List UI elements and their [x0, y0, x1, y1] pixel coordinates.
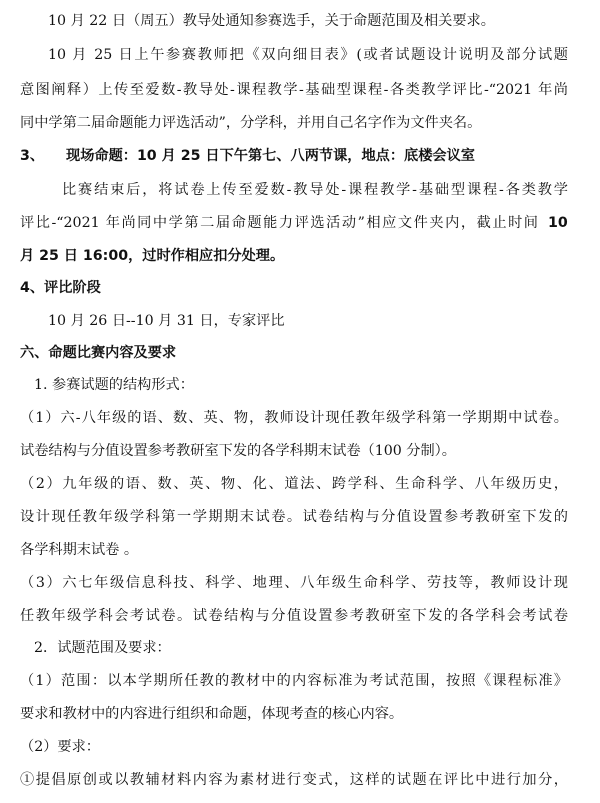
- subheading-scope: 2．试题范围及要求：: [34, 640, 171, 656]
- heading-onsite-proposition: 现场命题：10 月 25 日下午第七、八两节课，地点：底楼会议室: [66, 148, 475, 164]
- item-2-line2: 设计现任教年级学科第一学期期末试卷。试卷结构与分值设置参考教研室下发的: [20, 509, 568, 525]
- paragraph-upload-oct25-line2: 意图阐释）上传至爱数-教导处-课程教学-基础型课程-各类教学评比-“2021 年尚: [20, 82, 568, 98]
- requirement-heading: （2）要求：: [20, 739, 100, 755]
- requirement-original-line1: ①提倡原创或以教辅材料内容为素材进行变式，这样的试题在评比中进行加分，: [20, 772, 568, 788]
- paragraph-expert-evaluation: 10 月 26 日--10 月 31 日，专家评比: [48, 313, 285, 329]
- heading-onsite-number: 3、: [20, 148, 45, 164]
- paragraph-upload-oct25-line1: 10 月 25 日上午参赛教师把《双向细目表》(或者试题设计说明及部分试题: [48, 47, 568, 63]
- paragraph-notice-oct22: 10 月 22 日（周五）教导处通知参赛选手，关于命题范围及相关要求。: [48, 13, 495, 29]
- item-1-line1: （1）六-八年级的语、数、英、物，教师设计现任教年级学科第一学期期中试卷。: [20, 410, 568, 426]
- item-3-line1: （3）六七年级信息科技、科学、地理、八年级生命科学、劳技等，教师设计现: [20, 575, 568, 591]
- deadline-number-10: 10: [548, 215, 568, 231]
- paragraph-after-contest-line1: 比赛结束后，将试卷上传至爱数-教导处-课程教学-基础型课程-各类教学: [62, 182, 568, 198]
- item-1-line2: 试卷结构与分值设置参考教研室下发的各学科期末试卷（100 分制）。: [20, 443, 456, 459]
- heading-evaluation-stage: 4、评比阶段: [20, 280, 101, 296]
- requirement-scope-line1: （1）范围：以本学期所任教的教材中的内容标准为考试范围，按照《课程标准》: [20, 673, 568, 689]
- item-2-line1: （2）九年级的语、数、英、物、化、道法、跨学科、生命科学、八年级历史，: [20, 476, 568, 492]
- item-2-line3: 各学科期末试卷 。: [20, 542, 139, 558]
- heading-section-six: 六、命题比赛内容及要求: [20, 345, 177, 361]
- requirement-scope-line2: 要求和教材中的内容进行组织和命题，体现考查的核心内容。: [20, 706, 404, 722]
- deadline-bold-text: 月 25 日 16:00，过时作相应扣分处理。: [20, 248, 285, 264]
- paragraph-upload-oct25-line3: 同中学第二届命题能力评选活动”，分学科，并用自己名字作为文件夹名。: [20, 115, 482, 131]
- item-3-line2: 任教年级学科会考试卷。试卷结构与分值设置参考教研室下发的各学科会考试卷: [20, 608, 568, 624]
- paragraph-after-contest-line2: 评比-“2021 年尚同中学第二届命题能力评选活动”相应文件夹内，截止时间: [20, 215, 538, 231]
- subheading-structure: 1. 参赛试题的结构形式：: [34, 377, 194, 393]
